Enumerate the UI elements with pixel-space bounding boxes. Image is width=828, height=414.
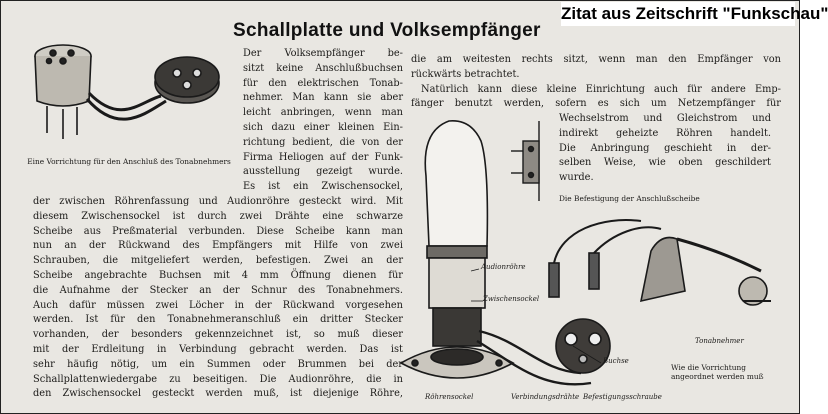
text-line: die Aufnahme der Stecker an der Schnur des Tonabnehmers. xyxy=(33,284,403,296)
wall-bracket-drawing xyxy=(511,121,539,201)
text-line: Scheibe aus Preßmaterial verbunden. Diese Scheibe kann man xyxy=(33,225,403,237)
text-line: Natürlich kann diese kleine Einrichtung auch für andere Emp- xyxy=(421,83,781,95)
figure-caption-adapter: Eine Vorrichtung für den Anschluß des Tonabnehmers xyxy=(27,157,231,166)
quote-caption: Zitat aus Zeitschrift "Funkschau" xyxy=(561,2,795,26)
text-line: der zwischen Röhrenfassung und Audionröhre gesteckt wird. Mit xyxy=(33,196,403,207)
text-line: indirekt geheizte Röhren handelt. xyxy=(559,127,771,139)
label-zwischensockel: Zwischensockel xyxy=(483,295,540,303)
text-line: Firma Heliogen auf der Funk- xyxy=(243,151,403,163)
text-line: Es ist ein Zwischensockel, xyxy=(243,181,403,193)
text-line: Die Anbringung geschieht in der- xyxy=(559,142,771,154)
column-left-upper xyxy=(243,47,403,195)
text-line: richtung bedient, die von der xyxy=(243,136,403,148)
label-tonabnehmer: Tonabnehmer xyxy=(695,337,744,345)
column-left-lower xyxy=(33,195,403,402)
text-line: Auch dafür müssen zwei Löcher in der Rückwand vorgesehen xyxy=(33,299,403,311)
text-line: diesem Zwischensockel ist durch zwei Drähte eine schwarze xyxy=(33,210,403,222)
text-line: Scheibe angebrachte Buchsen mit 4 mm Öffnung dienen für xyxy=(33,269,403,281)
figure-caption-bracket: Die Befestigung der Anschlußscheibe xyxy=(559,194,700,203)
text-line: für den elektrischen Tonab- xyxy=(243,77,403,89)
text-line: wurde. xyxy=(559,172,594,184)
label-roehrensockel: Röhrensockel xyxy=(425,393,474,401)
text-line: Wechselstrom und Gleichstrom und xyxy=(559,113,771,124)
text-line: ausstellung gezeigt wurde. xyxy=(243,166,403,178)
column-right-upper xyxy=(411,53,781,112)
text-line: mit der Erdleitung in Verbindung gebracht werden. Das ist xyxy=(33,343,403,355)
text-line: sich dazu einer kleinen Ein- xyxy=(243,121,403,133)
text-line: leicht anbringen, wenn man xyxy=(243,107,403,119)
text-line: den Zwischensockel gesteckt werden muß, ist diejenige Röhre, xyxy=(33,388,403,400)
label-befestigungsschraube: Befestigungsschraube xyxy=(583,393,662,401)
socket-adapter-drawing xyxy=(35,45,219,139)
text-line: vorhanden, der besonders gekennzeichnet ist, so muß dieser xyxy=(33,329,403,341)
text-line: werden. Ist für den Tonabnehmeranschluß ein dritter Stecker xyxy=(33,314,403,326)
text-line: die am weitesten rechts sitzt, wenn man den Empfänger von xyxy=(411,54,781,65)
text-line: Schrauben, die mitgeliefert werden, befestigen. Zwei an der xyxy=(33,255,403,267)
label-verbindungsdraehte: Verbindungsdrähte xyxy=(511,393,580,401)
label-audionroehre: Audionröhre xyxy=(481,263,526,271)
article-title: Schallplatte und Volksempfänger xyxy=(233,20,541,41)
text-line: selben Weise, wie oben geschildert xyxy=(559,157,771,169)
text-line: rückwärts betrachtet. xyxy=(411,68,520,80)
text-line: fänger benutzt werden, sofern es sich um Netzempfänger für xyxy=(411,98,781,110)
text-line: nehmer. Man kann sie aber xyxy=(243,92,403,104)
text-line: Der Volksempfänger be- xyxy=(243,48,403,59)
text-line: sitzt keine Anschlußbuchsen xyxy=(243,62,403,74)
label-buchse: Buchse xyxy=(603,357,629,365)
column-right-side xyxy=(559,112,771,186)
text-line: nun an der Rückwand des Empfängers mit Hilfe von zwei xyxy=(33,240,403,252)
figure-caption-arrangement: Wie die Vorrichtung angeordnet werden muß xyxy=(671,363,764,381)
text-line: Schallplattenwiedergabe zu beseitigen. Die Audionröhre, die in xyxy=(33,373,403,385)
text-line: sehr häufig nötig, um ein Summen oder Brummen bei der xyxy=(33,358,403,370)
